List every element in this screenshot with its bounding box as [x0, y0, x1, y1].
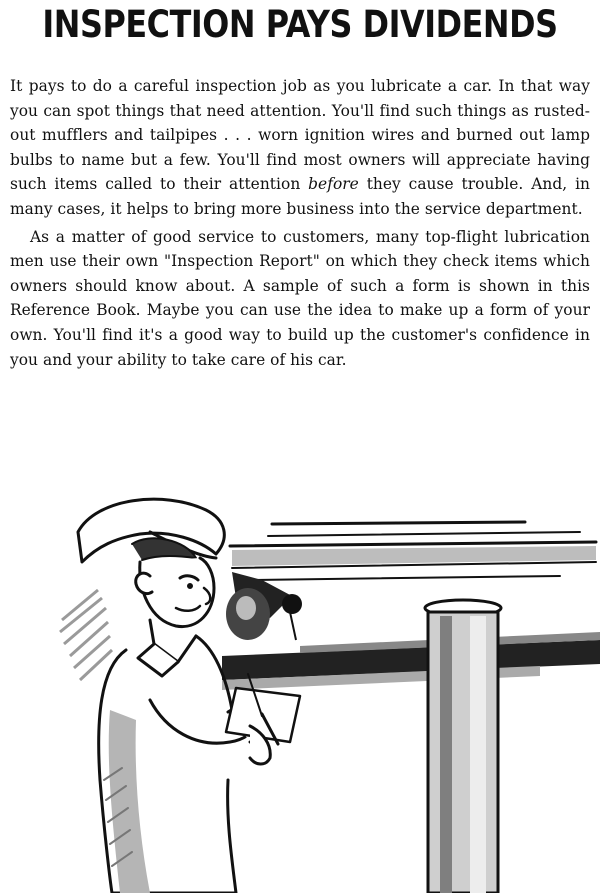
paragraph-1-text-end: they cause trouble. And, in many cases, it helps to bring more business into the service department. [10, 175, 591, 218]
paragraph-2: As a matter of good service to customers, many top-flight lubrication men use their own "Inspection Report" on which they check items which owners should know about. A sample of such a form is shown in this Reference Book. Maybe you can use the idea to make up a form of your own. You'll find it's a good way to build up the customer's confidence in you and your ability to take care of his car. [10, 227, 590, 369]
paragraph-1-emphasis: before [308, 175, 359, 194]
paragraph-1 [10, 74, 590, 222]
lift-post [425, 600, 501, 893]
lamp-fixture [226, 572, 302, 640]
article-body [10, 74, 590, 372]
hatch-shading [60, 590, 112, 680]
lift-beam [222, 632, 600, 690]
paragraph-1-text-start: It pays to do a careful inspection job as you lubricate a car. In that way you can spot things that need attention. You'll find such things as rusted-out mufflers and tailpipes . . . worn ignition wires and burned out lamp bulbs to name but a few. You'll find most owners will appreciate having such items called to their attention [10, 77, 590, 194]
page-title: INSPECTION PAYS DIVIDENDS [42, 3, 558, 46]
mechanic-illustration [0, 480, 600, 893]
